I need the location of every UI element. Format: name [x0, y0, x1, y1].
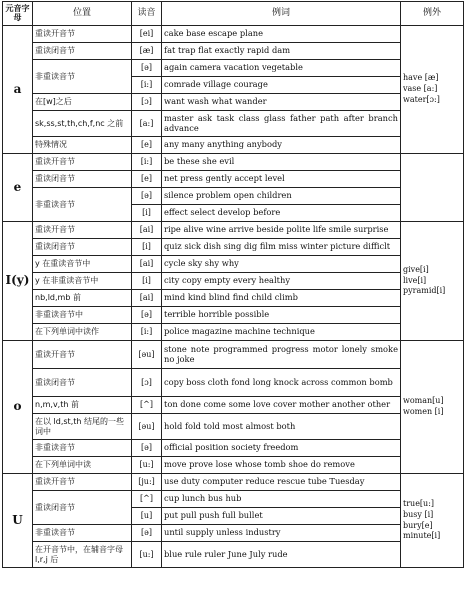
table-row: [3, 290, 464, 307]
exception-item: live[i]: [403, 275, 427, 285]
table-row: [3, 43, 464, 60]
exception-item: bury[e]: [403, 520, 433, 530]
pronunciation-cell: [ə]: [132, 440, 162, 457]
table-row: [3, 171, 464, 188]
example-words-cell: cycle sky shy why: [162, 256, 401, 273]
position-cell: 非重读音节中: [33, 307, 132, 324]
example-words-cell: cup lunch bus hub: [162, 491, 401, 508]
vowel-letter-o: o: [3, 341, 33, 474]
exceptions-cell-e: [401, 154, 464, 222]
table-row: [3, 60, 464, 77]
table-row: [3, 188, 464, 205]
header-example-words: 例词: [162, 2, 401, 26]
vowel-letter-a: a: [3, 26, 33, 154]
pronunciation-cell: [i:]: [132, 154, 162, 171]
exception-item: busy [i]: [403, 509, 434, 519]
position-cell: 非重读音节: [33, 188, 132, 222]
example-words-cell: copy boss cloth fond long knock across common bomb: [162, 369, 401, 397]
table-row: [3, 307, 464, 324]
example-words-cell: move prove lose whose tomb shoe do remove: [162, 457, 401, 474]
example-words-cell: any many anything anybody: [162, 137, 401, 154]
position-cell: y 在非重读音节中: [33, 273, 132, 290]
exception-item: women [i]: [403, 407, 444, 416]
pronunciation-cell: [^]: [132, 491, 162, 508]
header-row: [3, 2, 464, 26]
table-row: [3, 137, 464, 154]
example-words-cell: ripe alive wine arrive beside polite life smile surprise: [162, 222, 401, 239]
pronunciation-cell: [ai]: [132, 290, 162, 307]
pronunciation-cell: [i]: [132, 273, 162, 290]
table-row: [3, 256, 464, 273]
table-row: [3, 457, 464, 474]
table-row: [3, 94, 464, 111]
example-words-cell: hold fold told most almost both: [162, 414, 401, 440]
exception-item: woman[u]: [403, 396, 444, 406]
position-cell: 重读闭音节: [33, 491, 132, 525]
table-row: [3, 154, 464, 171]
pronunciation-cell: [i]: [132, 239, 162, 256]
exceptions-cell-a: [401, 26, 464, 154]
table-row: [3, 341, 464, 369]
exception-item: give[i]: [403, 264, 429, 274]
example-words-cell: official position society freedom: [162, 440, 401, 457]
pronunciation-cell: [ɔ]: [132, 369, 162, 397]
pronunciation-cell: [i:]: [132, 324, 162, 341]
pronunciation-cell: [æ]: [132, 43, 162, 60]
position-cell: 非重读音节: [33, 525, 132, 542]
example-words-cell: terrible horrible possible: [162, 307, 401, 324]
position-cell: 重读开音节: [33, 154, 132, 171]
pronunciation-cell: [ə]: [132, 188, 162, 205]
pronunciation-cell: [u]: [132, 508, 162, 525]
pronunciation-cell: [ə]: [132, 60, 162, 77]
position-cell: 非重读音节: [33, 440, 132, 457]
example-words-cell: ton done come some love cover mother another other: [162, 397, 401, 414]
example-words-cell: cake base escape plane: [162, 26, 401, 43]
exceptions-cell-i: [401, 222, 464, 341]
exceptions-cell-u: [401, 474, 464, 568]
pronunciation-cell: [^]: [132, 397, 162, 414]
example-words-cell: until supply unless industry: [162, 525, 401, 542]
header-pronunciation: 读音: [132, 2, 162, 26]
example-words-cell: master ask task class glass father path after branch advance: [162, 111, 401, 137]
pronunciation-cell: [ju:]: [132, 474, 162, 491]
position-cell: 在以 ld,st,th 结尾的一些词中: [33, 414, 132, 440]
example-words-cell: effect select develop before: [162, 205, 401, 222]
exception-item: true[u:]: [403, 498, 435, 508]
position-cell: y 在重读音节中: [33, 256, 132, 273]
table-row: [3, 324, 464, 341]
position-cell: 在开音节中，在辅音字母 l,r,j 后: [33, 542, 132, 568]
table-row: [3, 111, 464, 137]
table-row: [3, 222, 464, 239]
position-cell: sk,ss,st,th,ch,f,nc 之前: [33, 111, 132, 137]
table-row: [3, 273, 464, 290]
example-words-cell: again camera vacation vegetable: [162, 60, 401, 77]
table-row: [3, 440, 464, 457]
table-row: [3, 369, 464, 397]
position-cell: 重读开音节: [33, 474, 132, 491]
table-row: [3, 491, 464, 508]
vowel-pronunciation-table: [2, 1, 464, 568]
position-cell: nb,ld,mb 前: [33, 290, 132, 307]
position-cell: 特殊情况: [33, 137, 132, 154]
pronunciation-cell: [ai]: [132, 256, 162, 273]
example-words-cell: mind kind blind find child climb: [162, 290, 401, 307]
position-cell: 非重读音节: [33, 60, 132, 94]
example-words-cell: put pull push full bullet: [162, 508, 401, 525]
table-row: [3, 525, 464, 542]
example-words-cell: be these she evil: [162, 154, 401, 171]
exception-item: water[ɔ:]: [403, 94, 440, 104]
pronunciation-cell: [u:]: [132, 542, 162, 568]
exception-item: pyramid[i]: [403, 286, 446, 296]
example-words-cell: net press gently accept level: [162, 171, 401, 188]
exception-item: minute[i]: [403, 531, 441, 541]
table-row: [3, 542, 464, 568]
position-cell: 重读闭音节: [33, 43, 132, 60]
vowel-letter-i: I(y): [3, 222, 33, 341]
header-position: 位置: [33, 2, 132, 26]
pronunciation-cell: [ɔ]: [132, 94, 162, 111]
pronunciation-cell: [əu]: [132, 414, 162, 440]
pronunciation-cell: [u:]: [132, 457, 162, 474]
vowel-letter-u: U: [3, 474, 33, 568]
pronunciation-cell: [e]: [132, 137, 162, 154]
position-cell: 在下列单词中读: [33, 457, 132, 474]
table-row: [3, 474, 464, 491]
pronunciation-cell: [ə]: [132, 307, 162, 324]
example-words-cell: blue rule ruler June July rude: [162, 542, 401, 568]
example-words-cell: silence problem open children: [162, 188, 401, 205]
phonics-table-page: [0, 1, 465, 598]
position-cell: n,m,v,th 前: [33, 397, 132, 414]
table-row: [3, 239, 464, 256]
exceptions-cell-o: [401, 341, 464, 474]
pronunciation-cell: [ai]: [132, 222, 162, 239]
pronunciation-cell: [ei]: [132, 26, 162, 43]
position-cell: 重读开音节: [33, 222, 132, 239]
pronunciation-cell: [e]: [132, 171, 162, 188]
example-words-cell: police magazine machine technique: [162, 324, 401, 341]
position-cell: 重读开音节: [33, 26, 132, 43]
position-cell: 重读闭音节: [33, 239, 132, 256]
header-vowel-letter: 元音字母: [3, 2, 33, 26]
example-words-cell: city copy empty every healthy: [162, 273, 401, 290]
example-words-cell: want wash what wander: [162, 94, 401, 111]
vowel-letter-e: e: [3, 154, 33, 222]
example-words-cell: quiz sick dish sing dig film miss winter picture difficlt: [162, 239, 401, 256]
position-cell: 在[w]之后: [33, 94, 132, 111]
example-words-cell: use duty computer reduce rescue tube Tuesday: [162, 474, 401, 491]
pronunciation-cell: [i:]: [132, 77, 162, 94]
pronunciation-cell: [əu]: [132, 341, 162, 369]
example-words-cell: comrade village courage: [162, 77, 401, 94]
table-row: [3, 397, 464, 414]
pronunciation-cell: [ə]: [132, 525, 162, 542]
exception-item: vase [a:]: [403, 84, 438, 94]
position-cell: 在下列单词中读作: [33, 324, 132, 341]
example-words-cell: stone note programmed progress motor lonely smoke no joke: [162, 341, 401, 369]
position-cell: 重读开音节: [33, 341, 132, 369]
header-exceptions: 例外: [401, 2, 464, 26]
table-row: [3, 414, 464, 440]
position-cell: 重读闭音节: [33, 171, 132, 188]
position-cell: 重读闭音节: [33, 369, 132, 397]
table-row: [3, 26, 464, 43]
exception-item: have [æ]: [403, 73, 439, 83]
pronunciation-cell: [a:]: [132, 111, 162, 137]
example-words-cell: fat trap flat exactly rapid dam: [162, 43, 401, 60]
pronunciation-cell: [i]: [132, 205, 162, 222]
